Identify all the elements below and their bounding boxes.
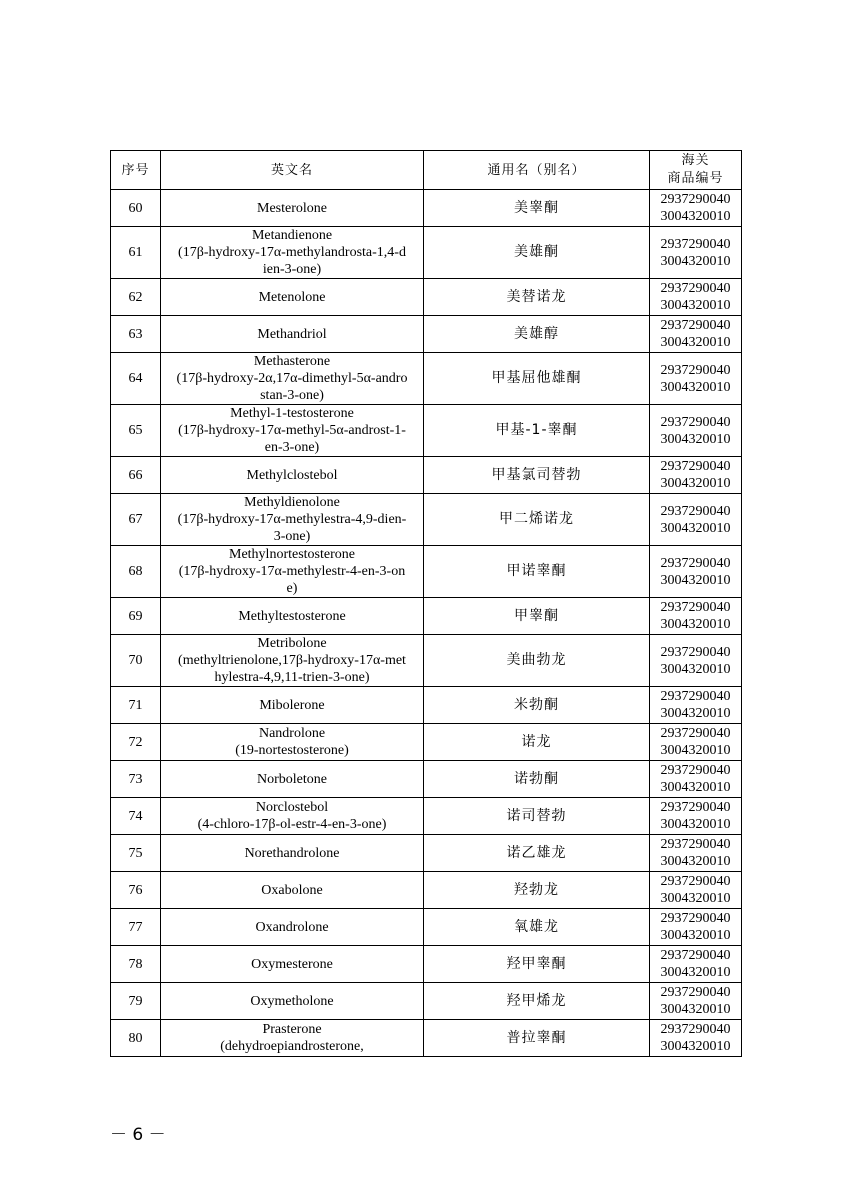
- row-common-name: 羟甲烯龙: [424, 983, 650, 1020]
- row-index: 65: [111, 405, 161, 457]
- row-index: 75: [111, 835, 161, 872]
- table-row: [111, 635, 742, 687]
- row-customs-code: 2937290040 3004320010: [650, 835, 742, 872]
- row-customs-code: 2937290040 3004320010: [650, 190, 742, 227]
- row-index: 67: [111, 494, 161, 546]
- row-english-name: Oxandrolone: [161, 909, 424, 946]
- row-common-name: 甲睾酮: [424, 598, 650, 635]
- header-index: 序号: [111, 151, 161, 190]
- row-common-name: 羟勃龙: [424, 872, 650, 909]
- page-number: － 6 －: [110, 1125, 166, 1145]
- row-common-name: 米勃酮: [424, 687, 650, 724]
- row-index: 63: [111, 316, 161, 353]
- row-english-name: Methylnortestosterone (17β-hydroxy-17α-methylestr-4-en-3-on e): [161, 546, 424, 598]
- header-common-name: 通用名（别名）: [424, 151, 650, 190]
- table-row: [111, 909, 742, 946]
- row-common-name: 甲基屈他雄酮: [424, 353, 650, 405]
- row-common-name: 美雄醇: [424, 316, 650, 353]
- row-english-name: Mesterolone: [161, 190, 424, 227]
- row-customs-code: 2937290040 3004320010: [650, 946, 742, 983]
- row-english-name: Norboletone: [161, 761, 424, 798]
- row-english-name: Mibolerone: [161, 687, 424, 724]
- row-english-name: Methasterone (17β-hydroxy-2α,17α-dimethyl-5α-andro stan-3-one): [161, 353, 424, 405]
- row-customs-code: 2937290040 3004320010: [650, 279, 742, 316]
- row-common-name: 诺司替勃: [424, 798, 650, 835]
- row-index: 61: [111, 227, 161, 279]
- row-index: 74: [111, 798, 161, 835]
- row-english-name: Oxymesterone: [161, 946, 424, 983]
- row-customs-code: 2937290040 3004320010: [650, 494, 742, 546]
- row-customs-code: 2937290040 3004320010: [650, 761, 742, 798]
- row-customs-code: 2937290040 3004320010: [650, 872, 742, 909]
- row-customs-code: 2937290040 3004320010: [650, 1020, 742, 1057]
- table-row: [111, 546, 742, 598]
- row-index: 60: [111, 190, 161, 227]
- row-english-name: Methylclostebol: [161, 457, 424, 494]
- table-row: [111, 983, 742, 1020]
- table-row: [111, 494, 742, 546]
- table-row: [111, 279, 742, 316]
- row-index: 69: [111, 598, 161, 635]
- table-row: [111, 316, 742, 353]
- table-row: [111, 687, 742, 724]
- row-customs-code: 2937290040 3004320010: [650, 983, 742, 1020]
- row-customs-code: 2937290040 3004320010: [650, 316, 742, 353]
- table-row: [111, 761, 742, 798]
- table-body: [111, 190, 742, 1057]
- row-common-name: 甲基-1-睾酮: [424, 405, 650, 457]
- row-english-name: Methyl-1-testosterone (17β-hydroxy-17α-methyl-5α-androst-1- en-3-one): [161, 405, 424, 457]
- row-common-name: 氧雄龙: [424, 909, 650, 946]
- row-customs-code: 2937290040 3004320010: [650, 353, 742, 405]
- row-common-name: 美睾酮: [424, 190, 650, 227]
- row-index: 78: [111, 946, 161, 983]
- row-index: 62: [111, 279, 161, 316]
- table-row: [111, 227, 742, 279]
- row-english-name: Methyldienolone (17β-hydroxy-17α-methylestra-4,9-dien- 3-one): [161, 494, 424, 546]
- row-index: 68: [111, 546, 161, 598]
- row-customs-code: 2937290040 3004320010: [650, 405, 742, 457]
- table-row: [111, 798, 742, 835]
- row-common-name: 诺勃酮: [424, 761, 650, 798]
- row-common-name: 甲诺睾酮: [424, 546, 650, 598]
- row-index: 80: [111, 1020, 161, 1057]
- row-english-name: Oxymetholone: [161, 983, 424, 1020]
- row-common-name: 普拉睾酮: [424, 1020, 650, 1057]
- row-customs-code: 2937290040 3004320010: [650, 798, 742, 835]
- row-english-name: Methyltestosterone: [161, 598, 424, 635]
- row-index: 79: [111, 983, 161, 1020]
- table-row: [111, 835, 742, 872]
- row-common-name: 甲基氯司替勃: [424, 457, 650, 494]
- row-common-name: 美替诺龙: [424, 279, 650, 316]
- row-index: 64: [111, 353, 161, 405]
- row-customs-code: 2937290040 3004320010: [650, 724, 742, 761]
- table-row: [111, 190, 742, 227]
- row-customs-code: 2937290040 3004320010: [650, 598, 742, 635]
- row-english-name: Oxabolone: [161, 872, 424, 909]
- row-english-name: Metandienone (17β-hydroxy-17α-methylandrosta-1,4-d ien-3-one): [161, 227, 424, 279]
- row-index: 71: [111, 687, 161, 724]
- row-customs-code: 2937290040 3004320010: [650, 227, 742, 279]
- row-customs-code: 2937290040 3004320010: [650, 546, 742, 598]
- row-english-name: Methandriol: [161, 316, 424, 353]
- row-index: 77: [111, 909, 161, 946]
- table-row: [111, 946, 742, 983]
- table-row: [111, 872, 742, 909]
- row-customs-code: 2937290040 3004320010: [650, 687, 742, 724]
- row-common-name: 美曲勃龙: [424, 635, 650, 687]
- row-customs-code: 2937290040 3004320010: [650, 635, 742, 687]
- row-index: 66: [111, 457, 161, 494]
- table-row: [111, 457, 742, 494]
- table-row: [111, 353, 742, 405]
- row-customs-code: 2937290040 3004320010: [650, 457, 742, 494]
- row-english-name: Norclostebol (4-chloro-17β-ol-estr-4-en-3-one): [161, 798, 424, 835]
- row-common-name: 甲二烯诺龙: [424, 494, 650, 546]
- row-index: 76: [111, 872, 161, 909]
- row-english-name: Norethandrolone: [161, 835, 424, 872]
- row-customs-code: 2937290040 3004320010: [650, 909, 742, 946]
- row-index: 70: [111, 635, 161, 687]
- row-english-name: Metribolone (methyltrienolone,17β-hydroxy-17α-met hylestra-4,9,11-trien-3-one): [161, 635, 424, 687]
- row-common-name: 羟甲睾酮: [424, 946, 650, 983]
- substance-table: [110, 150, 742, 1057]
- table-row: [111, 405, 742, 457]
- row-common-name: 诺乙雄龙: [424, 835, 650, 872]
- header-english-name: 英文名: [161, 151, 424, 190]
- header-row: [111, 151, 742, 190]
- row-common-name: 诺龙: [424, 724, 650, 761]
- row-english-name: Nandrolone (19-nortestosterone): [161, 724, 424, 761]
- table-row: [111, 598, 742, 635]
- row-english-name: Prasterone (dehydroepiandrosterone,: [161, 1020, 424, 1057]
- table-row: [111, 1020, 742, 1057]
- header-customs-code: 海关 商品编号: [650, 151, 742, 190]
- row-index: 72: [111, 724, 161, 761]
- table-row: [111, 724, 742, 761]
- row-common-name: 美雄酮: [424, 227, 650, 279]
- row-index: 73: [111, 761, 161, 798]
- row-english-name: Metenolone: [161, 279, 424, 316]
